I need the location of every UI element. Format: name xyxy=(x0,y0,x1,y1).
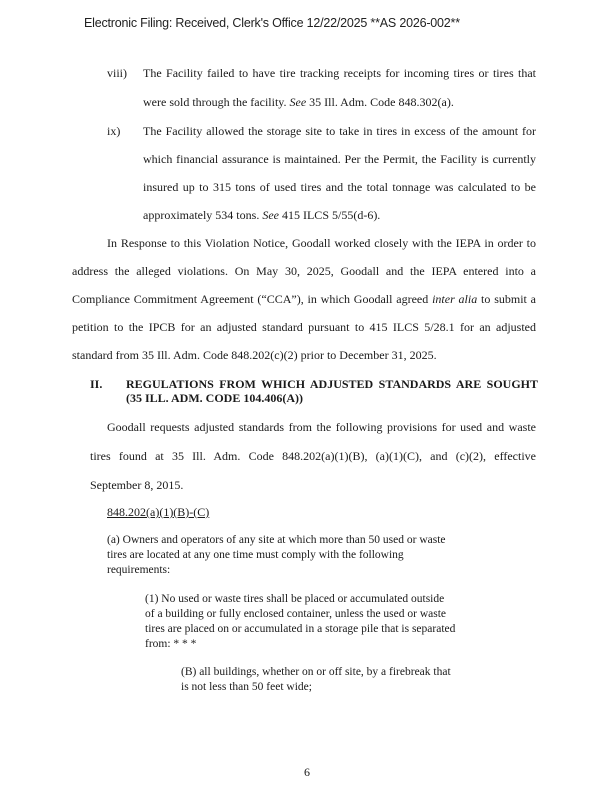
list-item-line: insured up to 315 tons of used tires and the total tonnage was calculated to be xyxy=(143,180,536,194)
list-number-viii: viii) xyxy=(107,66,127,80)
quote-line: is not less than 50 feet wide; xyxy=(181,681,312,693)
paragraph-line: In Response to this Violation Notice, Goodall worked closely with the IEPA in order to xyxy=(107,236,536,250)
quote-line: requirements: xyxy=(107,564,171,576)
section-title: REGULATIONS FROM WHICH ADJUSTED STANDARDS ARE SOUGHT xyxy=(126,377,538,391)
subheading-citation: 848.202(a)(1)(B)-(C) xyxy=(107,505,210,519)
list-item-line: approximately 534 tons. See 415 ILCS 5/55(d-6). xyxy=(143,208,381,222)
paragraph-line: September 8, 2015. xyxy=(90,478,184,492)
section-title-citation: (35 ILL. ADM. CODE 104.406(A)) xyxy=(126,391,303,405)
page-number: 6 xyxy=(304,765,310,779)
paragraph-line: tires found at 35 Ill. Adm. Code 848.202(a)(1)(B), (a)(1)(C), and (c)(2), effective xyxy=(90,449,536,463)
list-number-ix: ix) xyxy=(107,124,121,138)
quote-line: (B) all buildings, whether on or off site, by a firebreak that xyxy=(181,666,451,678)
quote-line: tires are placed on or accumulated in a storage pile that is separated xyxy=(145,623,456,635)
list-item-line: The Facility allowed the storage site to take in tires in excess of the amount for xyxy=(143,124,536,138)
quote-line: (a) Owners and operators of any site at which more than 50 used or waste xyxy=(107,534,446,546)
filing-header: Electronic Filing: Received, Clerk's Office 12/22/2025 **AS 2026-002** xyxy=(84,16,460,30)
quote-line: (1) No used or waste tires shall be placed or accumulated outside xyxy=(145,593,445,605)
paragraph-line: Goodall requests adjusted standards from the following provisions for used and waste xyxy=(107,420,536,434)
list-item-line: which financial assurance is maintained. Per the Permit, the Facility is currently xyxy=(143,152,536,166)
paragraph-line: standard from 35 Ill. Adm. Code 848.202(c)(2) prior to December 31, 2025. xyxy=(72,348,437,362)
paragraph-line: Compliance Commitment Agreement (“CCA”), in which Goodall agreed inter alia to submit a xyxy=(72,292,537,306)
list-item-line: The Facility failed to have tire tracking receipts for incoming tires or tires that xyxy=(143,66,536,80)
quote-line: of a building or fully enclosed container, unless the used or waste xyxy=(145,608,447,620)
section-number: II. xyxy=(90,377,103,391)
quote-line: tires are located at any one time must comply with the following xyxy=(107,549,404,561)
quote-line: from: * * * xyxy=(145,638,197,650)
list-item-line: were sold through the facility. See 35 Ill. Adm. Code 848.302(a). xyxy=(143,95,454,109)
paragraph-line: petition to the IPCB for an adjusted standard pursuant to 415 ILCS 5/28.1 for an adjusted xyxy=(72,320,536,334)
paragraph-line: address the alleged violations. On May 30, 2025, Goodall and the IEPA entered into a xyxy=(72,264,536,278)
